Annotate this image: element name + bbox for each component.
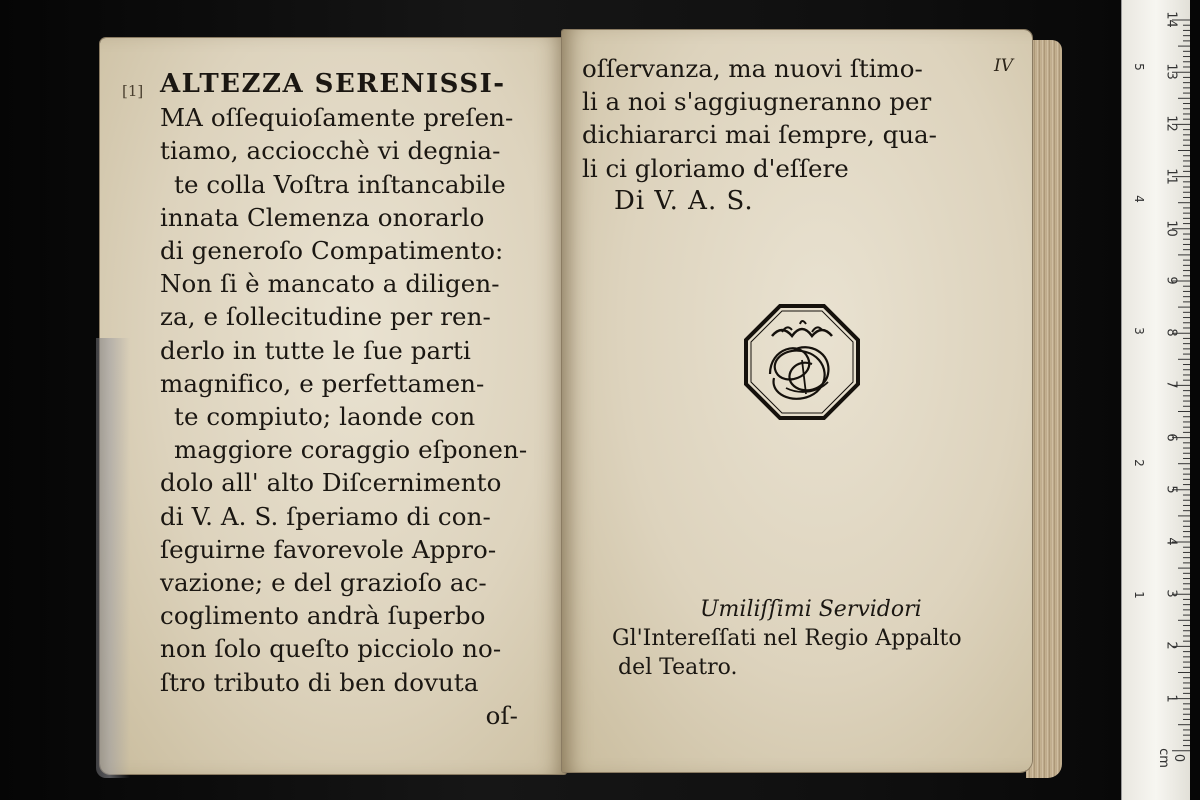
text-line: maggiore coraggio eſponen-	[174, 435, 528, 465]
ruler-cm-label: 4	[1163, 537, 1179, 546]
text-line: za, e ſollecitudine per ren-	[160, 302, 491, 332]
ruler-cm-label: 13	[1163, 63, 1179, 80]
text-line: derlo in tutte le ſue parti	[160, 335, 471, 365]
text-line: te compiuto; laonde con	[174, 402, 476, 432]
ruler-inch-label: 2	[1132, 459, 1146, 467]
signature-block	[612, 595, 992, 682]
text-line: di generoſo Compatimento:	[160, 236, 504, 266]
page-stain	[96, 338, 130, 778]
ruler-cm-label: 14	[1163, 11, 1179, 28]
ruler-cm-label: 0 cm	[1156, 747, 1186, 768]
right-page-number: IV	[994, 56, 1013, 76]
ruler-inch-label: 3	[1132, 327, 1146, 335]
ruler-cm-label: 12	[1163, 115, 1179, 133]
ruler-cm-label: 7	[1163, 380, 1179, 390]
text-line: dolo all' alto Diſcernimento	[160, 468, 502, 498]
left-page	[100, 38, 566, 774]
text-line: ALTEZZA SERENISSI-	[160, 69, 506, 99]
text-line: te colla Voſtra inſtancabile	[174, 169, 506, 199]
ruler-cm-label: 6	[1163, 432, 1179, 442]
text-line: tiamo, acciocchè vi degnia-	[160, 136, 501, 166]
text-line: magnifico, e perfettamen-	[160, 368, 485, 398]
left-page-text	[160, 68, 550, 732]
signature-line: Gl'Intereſſati nel Regio Appalto	[612, 626, 962, 651]
ruler-inch-label: 1	[1132, 591, 1146, 599]
ruler-cm-label: 8	[1163, 328, 1179, 337]
left-page-number: [1]	[122, 82, 144, 100]
salutation: Di V. A. S.	[614, 185, 754, 216]
measuring-ruler	[1121, 0, 1190, 800]
ruler-cm-label: 3	[1163, 589, 1179, 598]
text-line: ſeguirne favorevole Appro-	[160, 534, 497, 564]
ruler-cm-label: 2	[1163, 641, 1179, 651]
signature-title: Umiliſſimi Servidori	[700, 597, 922, 622]
text-line: li a noi s'aggiugneranno per	[582, 87, 932, 117]
ruler-cm-label: 11	[1163, 167, 1179, 185]
catchword: oſ-	[485, 700, 518, 730]
text-line: li ci gloriamo d'eſſere	[582, 153, 849, 183]
signature-line: del Teatro.	[618, 655, 738, 680]
ruler-ticks	[1122, 0, 1190, 800]
text-line: Non ſi è mancato a diligen-	[160, 269, 500, 299]
text-line: MA oſſequioſamente preſen-	[160, 103, 514, 133]
text-line: vazione; e del grazioſo ac-	[160, 568, 487, 598]
text-line: coglimento andrà ſuperbo	[160, 601, 486, 631]
monogram-seal-icon	[742, 302, 862, 422]
ruler-cm-label: 1	[1163, 693, 1179, 703]
ruler-cm-label: 10	[1163, 220, 1179, 237]
text-line: ſtro tributo di ben dovuta	[160, 667, 479, 697]
ruler-cm-label: 9	[1163, 276, 1179, 285]
text-line: innata Clemenza onorarlo	[160, 202, 485, 232]
text-line: dichiararci mai ſempre, qua-	[582, 120, 937, 150]
open-book	[96, 28, 1062, 780]
ruler-inch-label: 5	[1132, 63, 1146, 71]
ruler-cm-label: 5	[1163, 485, 1179, 494]
text-line: non ſolo queſto picciolo no-	[160, 634, 502, 664]
text-line: di V. A. S. ſperiamo di con-	[160, 501, 491, 531]
ruler-inch-label: 4	[1132, 195, 1146, 203]
right-page-text	[582, 52, 992, 218]
text-line: oſſervanza, ma nuovi ſtimo-	[582, 54, 923, 83]
right-page	[562, 30, 1032, 772]
